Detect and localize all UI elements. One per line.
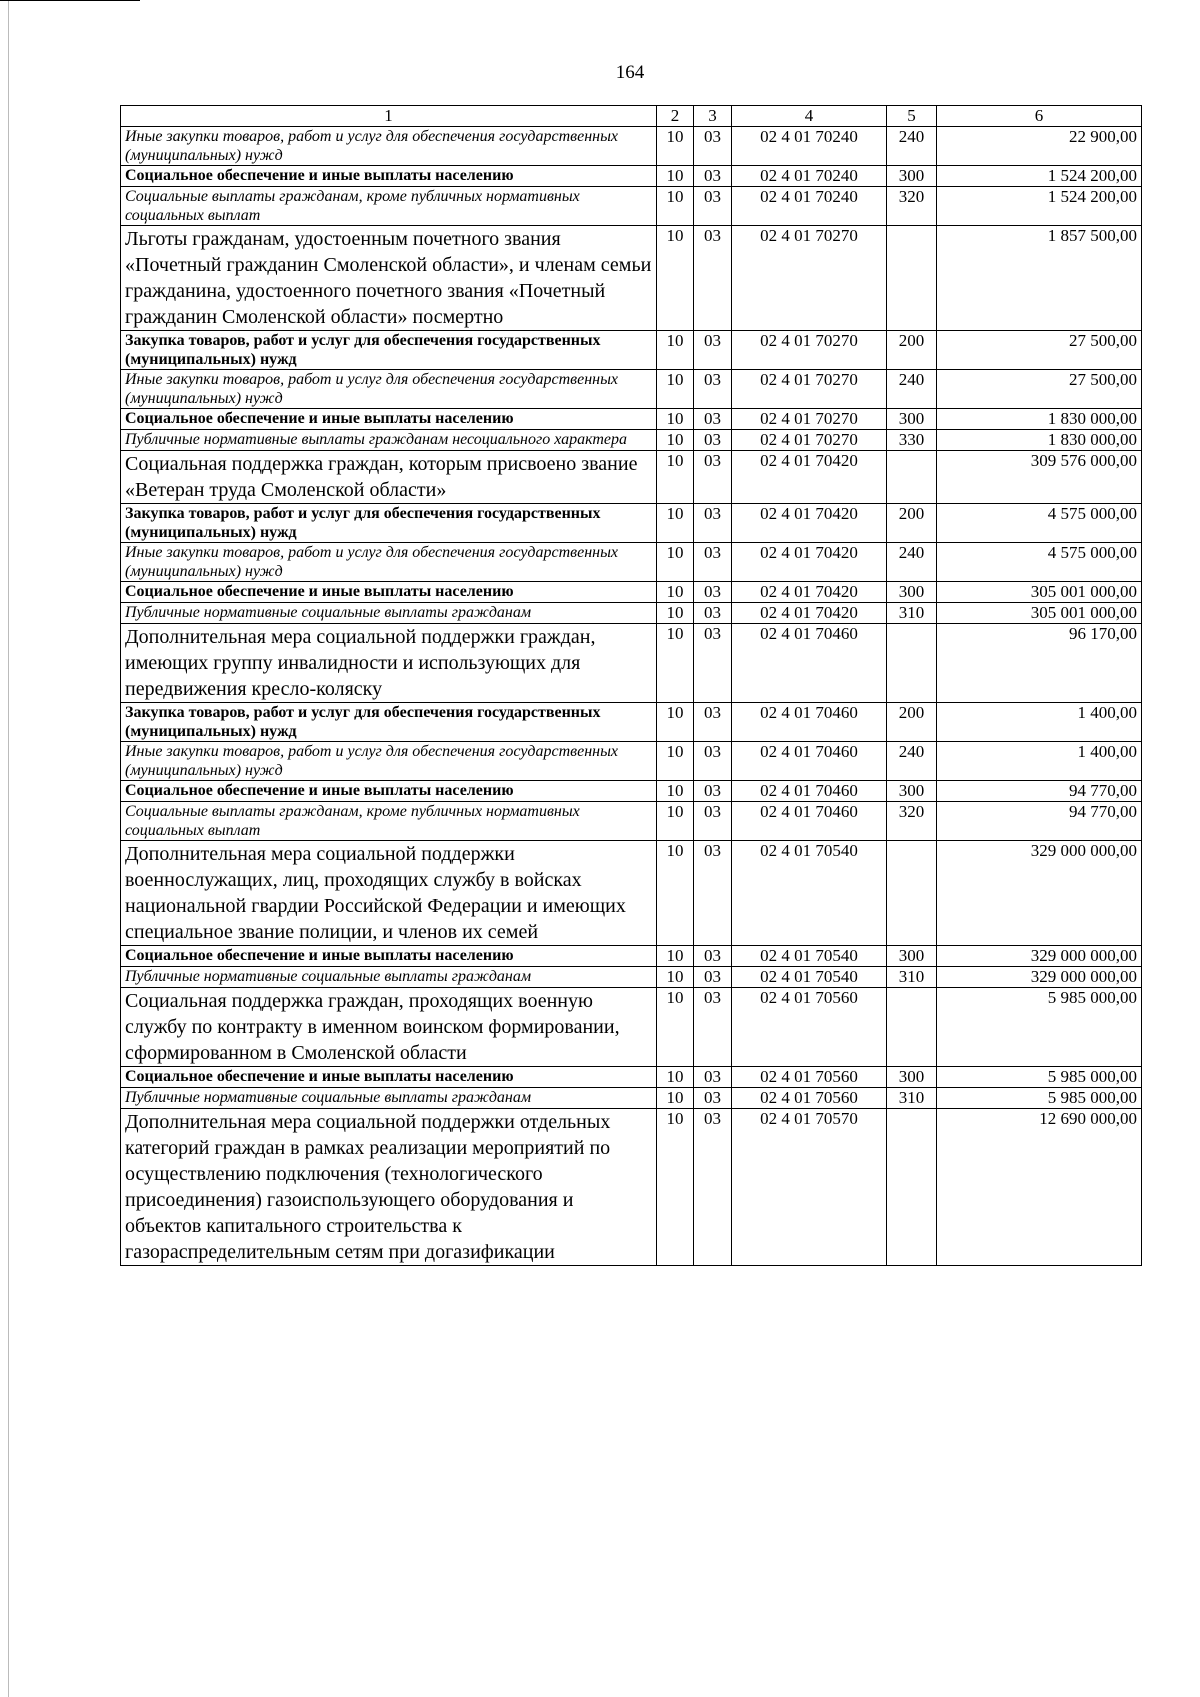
subsection-cell: 03: [694, 543, 732, 582]
section-cell: 10: [657, 742, 694, 781]
subsection-cell: 03: [694, 781, 732, 802]
row-name-cell: Иные закупки товаров, работ и услуг для обеспечения государственных (муниципальных) нужд: [121, 543, 657, 582]
amount-cell: 5 985 000,00: [937, 1067, 1142, 1088]
table-row: [121, 582, 1142, 603]
target-article-cell: 02 4 01 70420: [732, 504, 887, 543]
amount-cell: 1 830 000,00: [937, 409, 1142, 430]
subsection-cell: 03: [694, 226, 732, 331]
expense-type-cell: 240: [887, 370, 937, 409]
amount-cell: 1 524 200,00: [937, 187, 1142, 226]
subsection-cell: 03: [694, 430, 732, 451]
subsection-cell: 03: [694, 409, 732, 430]
amount-cell: 94 770,00: [937, 802, 1142, 841]
row-name-cell: Дополнительная мера социальной поддержки отдельных категорий граждан в рамках реализации мероприятий по осуществлению подключения (технологического присоединения) газоиспользующего оборудования и объектов капитального строительства к газораспределительным сетям при догазификации: [121, 1109, 657, 1266]
target-article-cell: 02 4 01 70270: [732, 370, 887, 409]
expense-type-cell: 200: [887, 703, 937, 742]
table-row: [121, 430, 1142, 451]
amount-cell: 1 400,00: [937, 742, 1142, 781]
expense-type-cell: [887, 624, 937, 703]
scan-left-edge: [8, 0, 9, 1697]
subsection-cell: 03: [694, 742, 732, 781]
table-row: [121, 967, 1142, 988]
row-name-cell: Социальная поддержка граждан, проходящих военную службу по контракту в именном воинском формировании, сформированном в Смоленской области: [121, 988, 657, 1067]
table-row: [121, 451, 1142, 504]
section-cell: 10: [657, 430, 694, 451]
section-cell: 10: [657, 946, 694, 967]
subsection-cell: 03: [694, 988, 732, 1067]
target-article-cell: 02 4 01 70560: [732, 1067, 887, 1088]
subsection-cell: 03: [694, 946, 732, 967]
row-name-cell: Социальные выплаты гражданам, кроме публичных нормативных социальных выплат: [121, 187, 657, 226]
section-cell: 10: [657, 543, 694, 582]
row-name-cell: Публичные нормативные социальные выплаты гражданам: [121, 967, 657, 988]
amount-cell: 1 400,00: [937, 703, 1142, 742]
row-name-cell: Публичные нормативные социальные выплаты гражданам: [121, 1088, 657, 1109]
section-cell: 10: [657, 504, 694, 543]
table-row: [121, 781, 1142, 802]
table-row: [121, 624, 1142, 703]
subsection-cell: 03: [694, 451, 732, 504]
expense-type-cell: 200: [887, 504, 937, 543]
row-name-cell: Социальное обеспечение и иные выплаты населению: [121, 409, 657, 430]
row-name-cell: Льготы гражданам, удостоенным почетного звания «Почетный гражданин Смоленской области», и членам семьи гражданина, удостоенного почетного звания «Почетный гражданин Смоленской области» посмертно: [121, 226, 657, 331]
target-article-cell: 02 4 01 70420: [732, 582, 887, 603]
target-article-cell: 02 4 01 70560: [732, 988, 887, 1067]
section-cell: 10: [657, 624, 694, 703]
section-cell: 10: [657, 226, 694, 331]
subsection-cell: 03: [694, 967, 732, 988]
amount-cell: 94 770,00: [937, 781, 1142, 802]
expense-type-cell: 320: [887, 802, 937, 841]
amount-cell: 309 576 000,00: [937, 451, 1142, 504]
target-article-cell: 02 4 01 70270: [732, 226, 887, 331]
expense-type-cell: 330: [887, 430, 937, 451]
subsection-cell: 03: [694, 187, 732, 226]
header-cell: 5: [887, 106, 937, 127]
target-article-cell: 02 4 01 70240: [732, 187, 887, 226]
section-cell: 10: [657, 582, 694, 603]
table-row: [121, 1067, 1142, 1088]
expense-type-cell: 310: [887, 1088, 937, 1109]
row-name-cell: Дополнительная мера социальной поддержки граждан, имеющих группу инвалидности и использующих для передвижения кресло-коляску: [121, 624, 657, 703]
section-cell: 10: [657, 187, 694, 226]
table-row: [121, 543, 1142, 582]
row-name-cell: Публичные нормативные социальные выплаты гражданам: [121, 603, 657, 624]
table-row: [121, 1109, 1142, 1266]
table-row: [121, 504, 1142, 543]
amount-cell: 329 000 000,00: [937, 946, 1142, 967]
row-name-cell: Социальное обеспечение и иные выплаты населению: [121, 582, 657, 603]
section-cell: 10: [657, 1088, 694, 1109]
expense-type-cell: 300: [887, 1067, 937, 1088]
amount-cell: 4 575 000,00: [937, 504, 1142, 543]
table-row: [121, 802, 1142, 841]
subsection-cell: 03: [694, 703, 732, 742]
expense-type-cell: [887, 988, 937, 1067]
row-name-cell: Социальное обеспечение и иные выплаты населению: [121, 946, 657, 967]
target-article-cell: 02 4 01 70420: [732, 451, 887, 504]
row-name-cell: Закупка товаров, работ и услуг для обеспечения государственных (муниципальных) нужд: [121, 331, 657, 370]
section-cell: 10: [657, 841, 694, 946]
section-cell: 10: [657, 451, 694, 504]
target-article-cell: 02 4 01 70540: [732, 841, 887, 946]
target-article-cell: 02 4 01 70460: [732, 703, 887, 742]
row-name-cell: Иные закупки товаров, работ и услуг для обеспечения государственных (муниципальных) нужд: [121, 742, 657, 781]
table-row: [121, 331, 1142, 370]
expense-type-cell: [887, 1109, 937, 1266]
table-row: [121, 603, 1142, 624]
amount-cell: 96 170,00: [937, 624, 1142, 703]
target-article-cell: 02 4 01 70460: [732, 781, 887, 802]
expense-type-cell: 310: [887, 603, 937, 624]
section-cell: 10: [657, 331, 694, 370]
header-cell: 6: [937, 106, 1142, 127]
section-cell: 10: [657, 127, 694, 166]
expense-type-cell: [887, 841, 937, 946]
subsection-cell: 03: [694, 1067, 732, 1088]
table-row: [121, 409, 1142, 430]
section-cell: 10: [657, 988, 694, 1067]
target-article-cell: 02 4 01 70240: [732, 166, 887, 187]
target-article-cell: 02 4 01 70270: [732, 409, 887, 430]
header-cell: 1: [121, 106, 657, 127]
table-row: [121, 841, 1142, 946]
target-article-cell: 02 4 01 70420: [732, 543, 887, 582]
amount-cell: 5 985 000,00: [937, 1088, 1142, 1109]
table-row: [121, 127, 1142, 166]
expense-type-cell: 300: [887, 946, 937, 967]
section-cell: 10: [657, 802, 694, 841]
table-header-row: [121, 106, 1142, 127]
table-row: [121, 187, 1142, 226]
target-article-cell: 02 4 01 70460: [732, 802, 887, 841]
expense-type-cell: 300: [887, 166, 937, 187]
table-row: [121, 703, 1142, 742]
amount-cell: 1 857 500,00: [937, 226, 1142, 331]
subsection-cell: 03: [694, 802, 732, 841]
subsection-cell: 03: [694, 603, 732, 624]
amount-cell: 27 500,00: [937, 331, 1142, 370]
expense-type-cell: 300: [887, 409, 937, 430]
target-article-cell: 02 4 01 70460: [732, 742, 887, 781]
subsection-cell: 03: [694, 370, 732, 409]
target-article-cell: 02 4 01 70420: [732, 603, 887, 624]
row-name-cell: Дополнительная мера социальной поддержки военнослужащих, лиц, проходящих службу в войсках национальной гвардии Российской Федерации и имеющих специальное звание полиции, и членов их семей: [121, 841, 657, 946]
section-cell: 10: [657, 1067, 694, 1088]
row-name-cell: Социальное обеспечение и иные выплаты населению: [121, 781, 657, 802]
expense-type-cell: 240: [887, 127, 937, 166]
budget-table: [120, 105, 1142, 1266]
row-name-cell: Публичные нормативные выплаты гражданам несоциального характера: [121, 430, 657, 451]
section-cell: 10: [657, 370, 694, 409]
target-article-cell: 02 4 01 70570: [732, 1109, 887, 1266]
amount-cell: 329 000 000,00: [937, 841, 1142, 946]
expense-type-cell: 200: [887, 331, 937, 370]
header-cell: 4: [732, 106, 887, 127]
row-name-cell: Иные закупки товаров, работ и услуг для обеспечения государственных (муниципальных) нужд: [121, 370, 657, 409]
section-cell: 10: [657, 703, 694, 742]
expense-type-cell: [887, 451, 937, 504]
section-cell: 10: [657, 967, 694, 988]
row-name-cell: Иные закупки товаров, работ и услуг для обеспечения государственных (муниципальных) нужд: [121, 127, 657, 166]
section-cell: 10: [657, 603, 694, 624]
target-article-cell: 02 4 01 70540: [732, 967, 887, 988]
table-row: [121, 166, 1142, 187]
table-row: [121, 1088, 1142, 1109]
target-article-cell: 02 4 01 70460: [732, 624, 887, 703]
target-article-cell: 02 4 01 70540: [732, 946, 887, 967]
amount-cell: 1 830 000,00: [937, 430, 1142, 451]
subsection-cell: 03: [694, 582, 732, 603]
table-row: [121, 988, 1142, 1067]
subsection-cell: 03: [694, 127, 732, 166]
subsection-cell: 03: [694, 841, 732, 946]
amount-cell: 12 690 000,00: [937, 1109, 1142, 1266]
target-article-cell: 02 4 01 70270: [732, 331, 887, 370]
subsection-cell: 03: [694, 1088, 732, 1109]
table-row: [121, 226, 1142, 331]
row-name-cell: Социальные выплаты гражданам, кроме публичных нормативных социальных выплат: [121, 802, 657, 841]
section-cell: 10: [657, 781, 694, 802]
amount-cell: 305 001 000,00: [937, 603, 1142, 624]
expense-type-cell: 240: [887, 742, 937, 781]
table-row: [121, 742, 1142, 781]
row-name-cell: Социальная поддержка граждан, которым присвоено звание «Ветеран труда Смоленской области»: [121, 451, 657, 504]
section-cell: 10: [657, 1109, 694, 1266]
expense-type-cell: 310: [887, 967, 937, 988]
section-cell: 10: [657, 166, 694, 187]
subsection-cell: 03: [694, 1109, 732, 1266]
expense-type-cell: 240: [887, 543, 937, 582]
scan-top-line: [0, 0, 140, 1]
header-cell: 3: [694, 106, 732, 127]
target-article-cell: 02 4 01 70270: [732, 430, 887, 451]
target-article-cell: 02 4 01 70560: [732, 1088, 887, 1109]
expense-type-cell: 300: [887, 781, 937, 802]
subsection-cell: 03: [694, 166, 732, 187]
row-name-cell: Закупка товаров, работ и услуг для обеспечения государственных (муниципальных) нужд: [121, 703, 657, 742]
expense-type-cell: 300: [887, 582, 937, 603]
amount-cell: 305 001 000,00: [937, 582, 1142, 603]
amount-cell: 5 985 000,00: [937, 988, 1142, 1067]
subsection-cell: 03: [694, 624, 732, 703]
row-name-cell: Закупка товаров, работ и услуг для обеспечения государственных (муниципальных) нужд: [121, 504, 657, 543]
row-name-cell: Социальное обеспечение и иные выплаты населению: [121, 1067, 657, 1088]
page-number: 164: [615, 62, 645, 83]
amount-cell: 4 575 000,00: [937, 543, 1142, 582]
amount-cell: 27 500,00: [937, 370, 1142, 409]
subsection-cell: 03: [694, 504, 732, 543]
expense-type-cell: 320: [887, 187, 937, 226]
amount-cell: 1 524 200,00: [937, 166, 1142, 187]
row-name-cell: Социальное обеспечение и иные выплаты населению: [121, 166, 657, 187]
table-row: [121, 946, 1142, 967]
header-cell: 2: [657, 106, 694, 127]
target-article-cell: 02 4 01 70240: [732, 127, 887, 166]
subsection-cell: 03: [694, 331, 732, 370]
amount-cell: 329 000 000,00: [937, 967, 1142, 988]
expense-type-cell: [887, 226, 937, 331]
amount-cell: 22 900,00: [937, 127, 1142, 166]
section-cell: 10: [657, 409, 694, 430]
table-row: [121, 370, 1142, 409]
